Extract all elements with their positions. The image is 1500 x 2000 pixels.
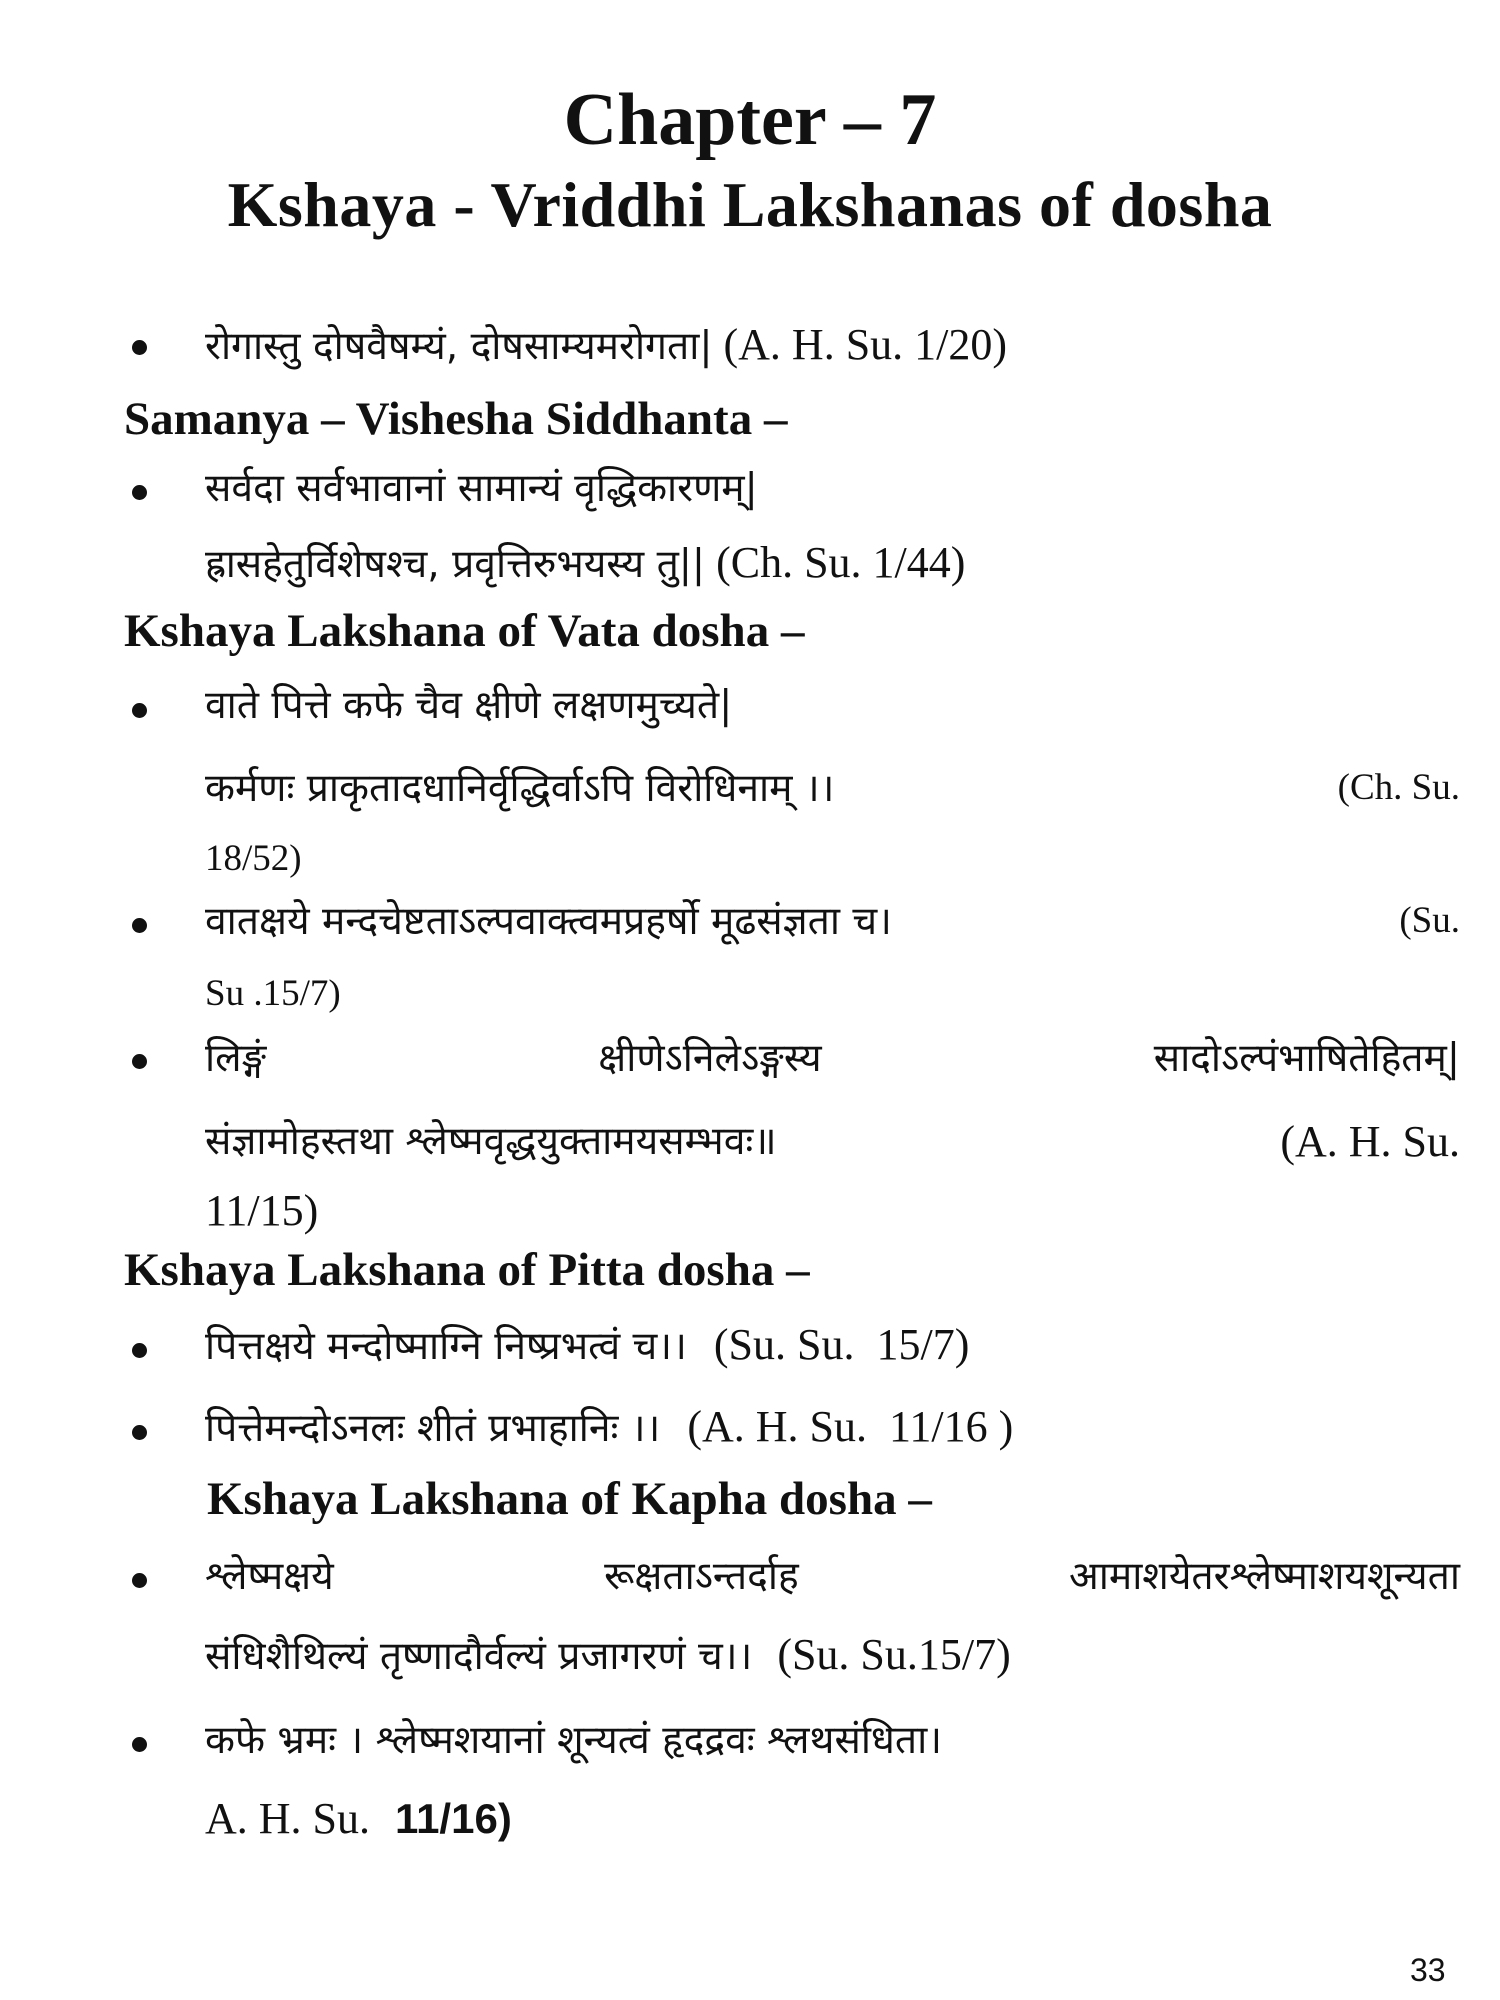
pitta-ref-1: (Su. Su. 15/7): [713, 1320, 970, 1369]
intro-ref: (A. H. Su. 1/20): [723, 320, 1008, 369]
kapha-sanskrit-1b: रूक्षताऽन्तर्दाह: [604, 1554, 799, 1599]
page-number: 33: [1410, 1952, 1446, 1988]
kapha-quote-1-line-1: [205, 1548, 1460, 1601]
bullet: [132, 340, 147, 355]
vata-ref-2b: Su .15/7): [205, 973, 341, 1014]
kapha-quote-2: [205, 1712, 1460, 1765]
bullet: [132, 918, 147, 933]
vata-sanskrit-1: वाते पित्ते कफे चैव क्षीणे लक्षणमुच्यते|: [205, 683, 733, 728]
kapha-quote-1-line-2: [205, 1628, 1011, 1681]
vata-quote-3-line-2: [205, 1113, 1460, 1167]
pitta-quote-2: [205, 1400, 1013, 1453]
kapha-ref-2a: A. H. Su.: [205, 1794, 371, 1843]
samanya-ref: (Ch. Su. 1/44): [716, 538, 966, 587]
vata-quote-1-line-2: [205, 760, 1460, 813]
bullet: [132, 1425, 147, 1440]
kapha-ref-2b: 11/16): [395, 1795, 512, 1842]
kapha-ref-2: [205, 1793, 512, 1844]
vata-ref-1-cont: [205, 830, 302, 881]
vata-ref-3-cont: [205, 1185, 318, 1236]
kapha-heading: Kshaya Lakshana of Kapha dosha –: [207, 1473, 932, 1525]
samanya-sanskrit-1: सर्वदा सर्वभावानां सामान्यं वृद्धिकारणम्|: [205, 466, 758, 511]
vata-quote-3-line-1: [205, 1030, 1460, 1083]
samanya-line-2: [205, 536, 965, 589]
vata-sanskrit-4a: लिङ्गं: [205, 1036, 267, 1081]
vata-sanskrit-4b: क्षीणेऽनिलेऽङ्गस्य: [598, 1036, 822, 1081]
vata-quote-1-line-1: [205, 677, 732, 730]
pitta-sanskrit-1: पित्तक्षये मन्दोष्माग्नि निष्प्रभत्वं च।।: [205, 1324, 687, 1369]
bullet: [132, 485, 147, 500]
vata-sanskrit-5: संज्ञामोहस्तथा श्लेष्मवृद्धयुक्तामयसम्भवः॥: [205, 1119, 777, 1164]
kapha-sanskrit-1a: श्लेष्मक्षये: [205, 1554, 334, 1599]
vata-quote-2-line-1: [205, 893, 1460, 946]
chapter-title: Chapter – 7: [563, 79, 937, 161]
intro-sanskrit: रोगास्तु दोषवैषम्यं, दोषसाम्यमरोगता|: [205, 324, 713, 369]
samanya-sanskrit-2: ह्रासहेतुर्विशेषश्च, प्रवृत्तिरुभयस्य तु||: [205, 542, 706, 587]
chapter-subtitle: Kshaya - Vriddhi Lakshanas of dosha: [227, 169, 1273, 240]
vata-ref-1a: (Ch. Su.: [1337, 767, 1460, 808]
samanya-heading: Samanya – Vishesha Siddhanta –: [124, 393, 788, 445]
bullet: [132, 1737, 147, 1752]
kapha-ref-1: (Su. Su.15/7): [777, 1630, 1011, 1679]
bullet: [132, 1054, 147, 1069]
pitta-quote-1: [205, 1318, 969, 1371]
pitta-sanskrit-2: पित्तेमन्दोऽनलः शीतं प्रभाहानिः ।।: [205, 1406, 661, 1451]
kapha-sanskrit-2: संधिशैथिल्यं तृष्णादौर्वल्यं प्रजागरणं च।।: [205, 1634, 753, 1679]
vata-heading: Kshaya Lakshana of Vata dosha –: [124, 605, 805, 657]
bullet: [132, 703, 147, 718]
vata-ref-2-cont: [205, 965, 341, 1016]
vata-ref-1b: 18/52): [205, 838, 302, 879]
vata-ref-3a: (A. H. Su.: [1280, 1117, 1460, 1166]
bullet: [132, 1573, 147, 1588]
vata-sanskrit-4c: सादोऽल्पंभाषितेहितम्|: [1153, 1036, 1460, 1081]
vata-sanskrit-3: वातक्षये मन्दचेष्टताऽल्पवाक्त्वमप्रहर्षो मूढसंज्ञता च।: [205, 899, 892, 944]
pitta-heading: Kshaya Lakshana of Pitta dosha –: [124, 1244, 810, 1296]
intro-quote: [205, 318, 1007, 371]
samanya-line-1: [205, 460, 758, 513]
bullet: [132, 1343, 147, 1358]
kapha-sanskrit-3: कफे भ्रमः । श्लेष्मशयानां शून्यत्वं हृदद्रवः श्लथसंधिता।: [205, 1718, 943, 1763]
vata-ref-2a: (Su.: [1399, 900, 1460, 941]
vata-sanskrit-2: कर्मणः प्राकृतादधानिर्वृद्धिर्वाऽपि विरोधिनाम् ।।: [205, 766, 835, 811]
kapha-sanskrit-1c: आमाशयेतरश्लेष्माशयशून्यता: [1069, 1554, 1460, 1599]
vata-ref-3b: 11/15): [205, 1186, 319, 1235]
pitta-ref-2: (A. H. Su. 11/16 ): [687, 1402, 1014, 1451]
